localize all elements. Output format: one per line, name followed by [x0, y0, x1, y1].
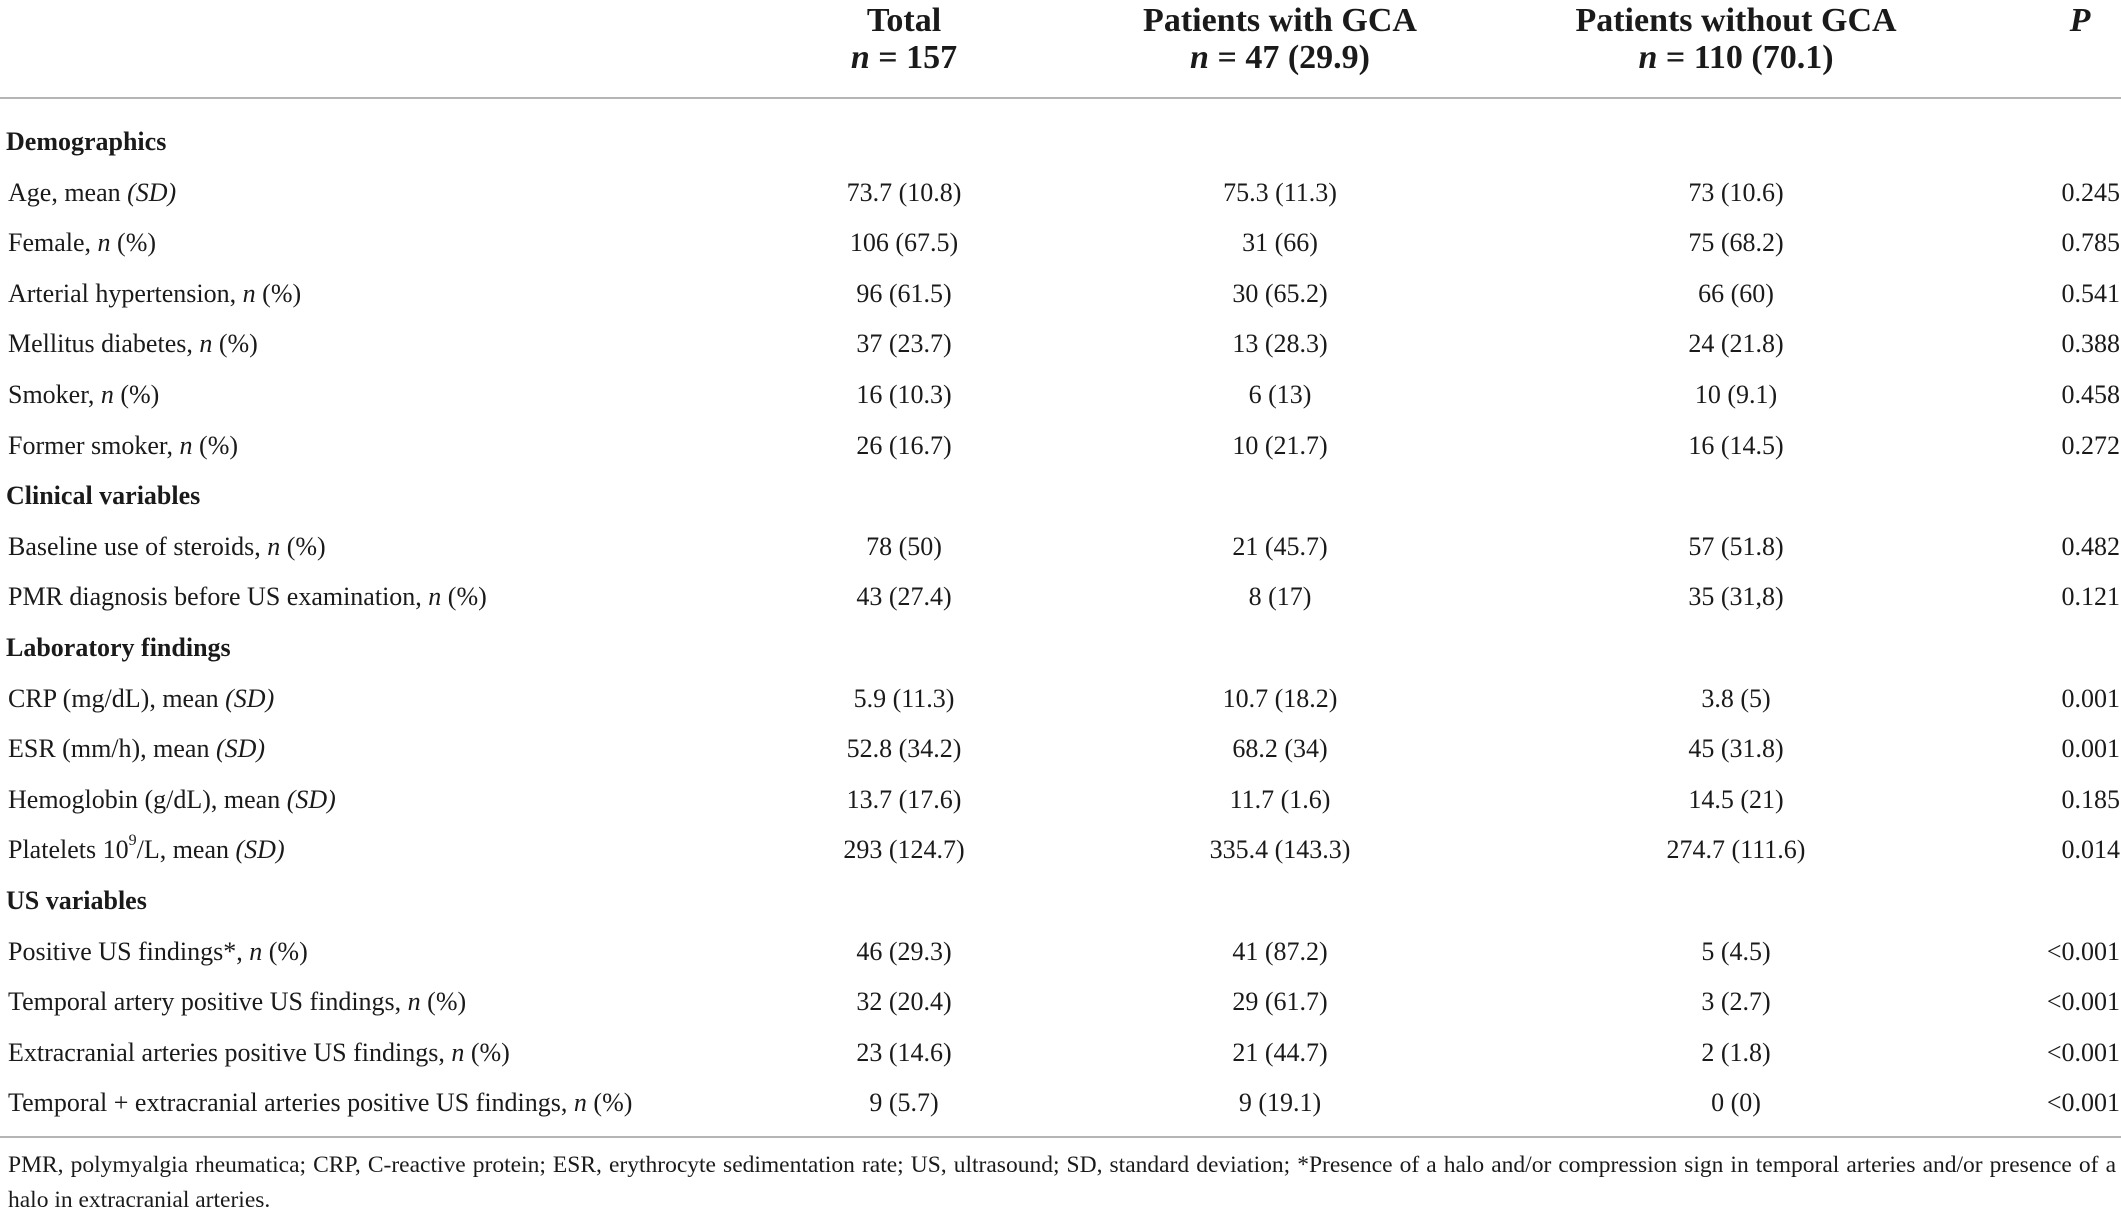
row-label-text: (%) — [280, 531, 326, 561]
cell-gca: 21 (45.7) — [1232, 531, 1328, 561]
cell-p-value: 0.785 — [2061, 228, 2120, 258]
cell-total: 37 (23.7) — [856, 329, 952, 359]
cell-gca: 10.7 (18.2) — [1222, 683, 1338, 713]
cell-nogca: 14.5 (21) — [1688, 784, 1784, 814]
row-label-superscript: 9 — [128, 831, 137, 849]
section-label: US variables — [6, 885, 147, 915]
cell-p-value: 0.482 — [2061, 531, 2120, 561]
header-total-n: n = 157 — [850, 39, 958, 76]
row-label-italic: n — [573, 1088, 587, 1118]
row-label-text: PMR diagnosis before US examination, — [8, 582, 429, 612]
row-label — [8, 572, 487, 622]
cell-p-value: 0.541 — [2061, 278, 2120, 308]
row-label-text: (%) — [420, 987, 467, 1017]
row-label — [8, 421, 238, 471]
row-label-italic: (SD) — [235, 835, 285, 865]
row-label-italic: (SD) — [215, 734, 266, 764]
cell-nogca: 45 (31.8) — [1688, 734, 1784, 764]
cell-gca: 6 (13) — [1248, 379, 1312, 409]
cell-gca: 41 (87.2) — [1232, 936, 1328, 966]
header-gca-title: Patients with GCA — [1143, 2, 1417, 39]
cell-p-value: 0.388 — [2061, 329, 2120, 359]
section-label: Clinical variables — [6, 481, 201, 511]
cell-total: 43 (27.4) — [856, 582, 952, 612]
section-heading — [0, 471, 2121, 522]
row-label — [8, 977, 466, 1027]
row-label — [8, 1078, 632, 1128]
cell-gca: 29 (61.7) — [1232, 987, 1328, 1017]
cell-total: 293 (124.7) — [843, 835, 965, 865]
cell-total: 13.7 (17.6) — [846, 784, 962, 814]
cell-nogca: 10 (9.1) — [1694, 379, 1778, 409]
cell-total: 5.9 (11.3) — [853, 683, 955, 713]
cell-nogca: 75 (68.2) — [1688, 228, 1784, 258]
section-heading — [0, 623, 2121, 674]
cell-total: 26 (16.7) — [856, 430, 952, 460]
table-row — [0, 218, 2121, 269]
cell-nogca: 66 (60) — [1698, 278, 1774, 308]
row-label — [8, 370, 159, 420]
row-label-text: Former smoker, — [8, 430, 180, 460]
cell-nogca: 3 (2.7) — [1701, 987, 1771, 1017]
cell-p-value: 0.245 — [2061, 177, 2120, 207]
cell-gca: 30 (65.2) — [1232, 278, 1328, 308]
cell-total: 106 (67.5) — [849, 228, 959, 258]
row-label-italic: n — [428, 582, 442, 612]
row-label-text: (%) — [192, 430, 239, 460]
cell-p-value: 0.014 — [2061, 835, 2120, 865]
table-row — [0, 1078, 2121, 1129]
footer-divider — [0, 1136, 2121, 1138]
row-label-text: (%) — [212, 329, 258, 359]
table-row — [0, 572, 2121, 623]
cell-nogca: 35 (31,8) — [1688, 582, 1784, 612]
cell-p-value: <0.001 — [2046, 1037, 2120, 1067]
row-label-text: (%) — [262, 936, 308, 966]
cell-nogca: 3.8 (5) — [1701, 683, 1771, 713]
table-row — [0, 522, 2121, 573]
cell-p-value: <0.001 — [2046, 987, 2120, 1017]
header-gca-n: n = 47 (29.9) — [1190, 39, 1370, 76]
row-label-text: CRP (mg/dL), mean — [8, 683, 226, 713]
table-row — [0, 168, 2121, 219]
table-row — [0, 1028, 2121, 1079]
header-nogca — [1526, 2, 1946, 76]
row-label-text: Female, — [8, 228, 98, 258]
cell-nogca: 73 (10.6) — [1688, 177, 1784, 207]
row-label-text: Smoker, — [8, 379, 101, 409]
cell-p-value: 0.458 — [2061, 379, 2120, 409]
row-label-text: Extracranial arteries positive US findings, — [8, 1037, 452, 1067]
row-label-text: Hemoglobin (g/dL), mean — [8, 784, 287, 814]
row-label-text: Platelets 10 — [8, 835, 129, 865]
row-label — [8, 522, 326, 572]
row-label — [8, 825, 285, 875]
cell-total: 9 (5.7) — [869, 1088, 939, 1118]
table-body — [0, 117, 2121, 1129]
cell-gca: 8 (17) — [1248, 582, 1312, 612]
cell-p-value: 0.121 — [2061, 582, 2120, 612]
header-nogca-title: Patients without GCA — [1575, 2, 1897, 39]
cell-gca: 9 (19.1) — [1238, 1088, 1322, 1118]
header-divider — [0, 97, 2121, 99]
row-label-text: Mellitus diabetes, — [8, 329, 200, 359]
row-label — [8, 1028, 510, 1078]
row-label — [8, 674, 274, 724]
row-label — [8, 775, 336, 825]
row-label-italic: n — [451, 1037, 465, 1067]
cell-total: 96 (61.5) — [856, 278, 952, 308]
row-label-text: (%) — [441, 582, 487, 612]
cell-nogca: 57 (51.8) — [1688, 531, 1784, 561]
cell-gca: 10 (21.7) — [1232, 430, 1328, 460]
table-row — [0, 724, 2121, 775]
row-label — [8, 218, 156, 268]
cell-gca: 68.2 (34) — [1232, 734, 1328, 764]
row-label-italic: n — [199, 329, 213, 359]
row-label-text: Temporal + extracranial arteries positive US findings, — [8, 1088, 574, 1118]
header-p: P — [2069, 2, 2091, 39]
cell-nogca: 16 (14.5) — [1688, 430, 1784, 460]
row-label — [8, 168, 176, 218]
row-label-text: Temporal artery positive US findings, — [8, 987, 408, 1017]
section-label: Laboratory findings — [6, 632, 231, 662]
header-total — [744, 2, 1064, 76]
row-label-italic: n — [97, 228, 111, 258]
table-row — [0, 421, 2121, 472]
cell-gca: 11.7 (1.6) — [1229, 784, 1331, 814]
cell-nogca: 274.7 (111.6) — [1666, 835, 1806, 865]
table-row — [0, 370, 2121, 421]
row-label-italic: n — [267, 531, 281, 561]
cell-total: 16 (10.3) — [856, 379, 952, 409]
row-label-italic: (SD) — [225, 683, 275, 713]
row-label — [8, 319, 258, 369]
table-row — [0, 825, 2121, 876]
cell-total: 32 (20.4) — [856, 987, 952, 1017]
cell-total: 52.8 (34.2) — [846, 734, 962, 764]
row-label-italic: n — [407, 987, 421, 1017]
cell-p-value: <0.001 — [2046, 1088, 2120, 1118]
row-label-text: Age, mean — [8, 177, 128, 207]
row-label-text: Baseline use of steroids, — [8, 531, 268, 561]
cell-nogca: 0 (0) — [1711, 1088, 1761, 1118]
row-label — [8, 269, 301, 319]
cell-nogca: 2 (1.8) — [1701, 1037, 1771, 1067]
row-label-text: ESR (mm/h), mean — [8, 734, 216, 764]
row-label-text: Positive US findings*, — [8, 936, 250, 966]
row-label-text: Arterial hypertension, — [8, 278, 243, 308]
header-gca — [1120, 2, 1440, 76]
row-label-italic: (SD) — [127, 177, 177, 207]
row-label-text: (%) — [113, 379, 160, 409]
table-row — [0, 775, 2121, 826]
header-total-title: Total — [866, 2, 942, 39]
row-label-text: (%) — [255, 278, 302, 308]
row-label-text: (%) — [464, 1037, 510, 1067]
cell-gca: 13 (28.3) — [1232, 329, 1328, 359]
section-heading — [0, 117, 2121, 168]
cell-total: 23 (14.6) — [856, 1037, 952, 1067]
table-row — [0, 927, 2121, 978]
cell-p-value: <0.001 — [2046, 936, 2120, 966]
cell-total: 46 (29.3) — [856, 936, 952, 966]
section-label: Demographics — [6, 127, 167, 156]
table-row — [0, 319, 2121, 370]
cell-gca: 31 (66) — [1242, 228, 1318, 258]
row-label-text: (%) — [110, 228, 157, 258]
cell-nogca: 5 (4.5) — [1701, 936, 1771, 966]
section-heading — [0, 876, 2121, 927]
header-nogca-n: n = 110 (70.1) — [1638, 39, 1834, 76]
row-label-italic: n — [179, 430, 193, 460]
table-row — [0, 674, 2121, 725]
cell-p-value: 0.272 — [2061, 430, 2120, 460]
cell-p-value: 0.001 — [2061, 683, 2120, 713]
cell-total: 73.7 (10.8) — [846, 177, 962, 207]
row-label-text: /L, mean — [136, 835, 236, 865]
cell-p-value: 0.001 — [2061, 734, 2120, 764]
cell-gca: 21 (44.7) — [1232, 1037, 1328, 1067]
row-label-italic: n — [100, 379, 114, 409]
row-label — [8, 724, 265, 774]
row-label — [8, 927, 308, 977]
row-label-text: (%) — [586, 1088, 633, 1118]
row-label-italic: n — [249, 936, 263, 966]
cell-gca: 75.3 (11.3) — [1223, 177, 1337, 207]
row-label-italic: (SD) — [286, 784, 336, 814]
table-footnote: PMR, polymyalgia rheumatica; CRP, C-reactive protein; ESR, erythrocyte sedimentation rate; US, ultrasound; SD, standard deviation; *Presence of a halo and/or compression sign in temporal arteries and/or presence of a halo in extracranial arteries. — [8, 1152, 2116, 1213]
row-label-italic: n — [242, 278, 256, 308]
cell-total: 78 (50) — [866, 531, 942, 561]
table-row — [0, 269, 2121, 320]
cell-p-value: 0.185 — [2061, 784, 2120, 814]
table-row — [0, 977, 2121, 1028]
table-header — [0, 0, 2121, 98]
cell-gca: 335.4 (143.3) — [1209, 835, 1351, 865]
cell-nogca: 24 (21.8) — [1688, 329, 1784, 359]
